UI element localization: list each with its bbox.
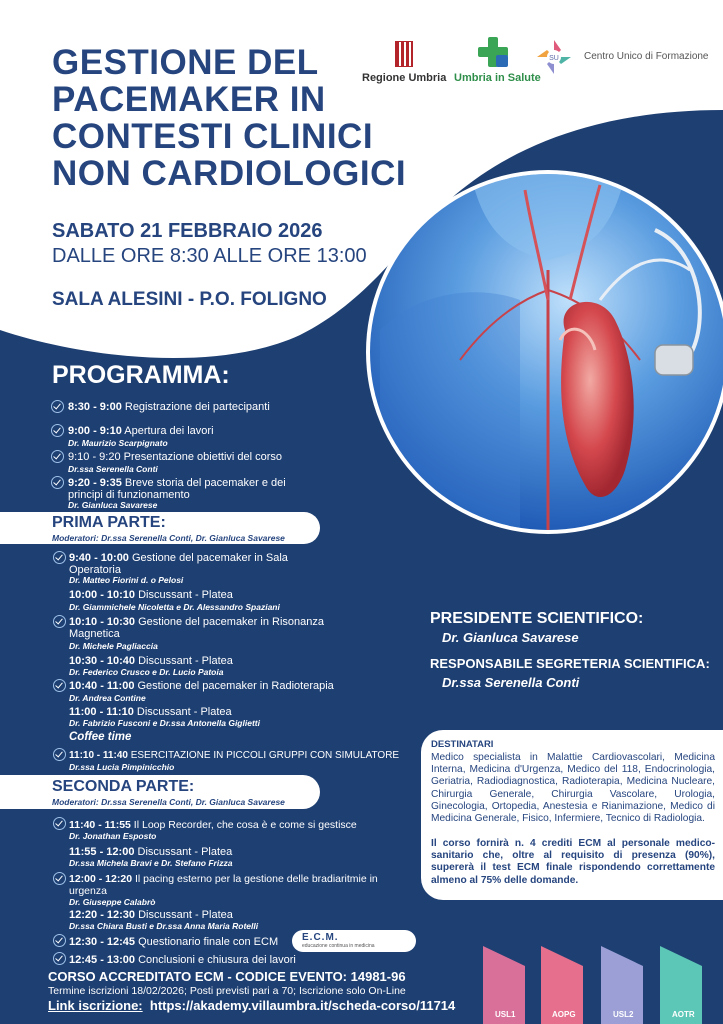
speaker-name: Dr.ssa Chiara Busti e Dr.ssa Anna Maria Rotelli (69, 921, 259, 931)
event-title (52, 44, 432, 192)
title-line-3: CONTESTI CLINICI (52, 117, 374, 156)
sponsor-aotr: AOTR (672, 1010, 695, 1019)
speaker-name: Dr. Federico Crusco e Dr. Lucio Patoia (69, 667, 224, 677)
president-name: Dr. Gianluca Savarese (442, 630, 579, 645)
title-line-1: GESTIONE DEL (52, 43, 319, 82)
speaker-name: Dr. Michele Pagliaccia (69, 641, 158, 651)
program-item: 10:30 - 10:40 Discussant - Platea (69, 655, 233, 667)
umbria-salute-logo-icon (478, 37, 508, 67)
speaker-name: Dr. Fabrizio Fusconi e Dr.ssa Antonella Giglietti (69, 718, 260, 728)
speaker-name: Dr. Gianluca Savarese (68, 500, 158, 510)
program-item: 12:30 - 12:45 Questionario finale con ECM (69, 936, 279, 948)
program-item: 10:00 - 10:10 Discussant - Platea (69, 589, 233, 601)
ecm-badge-title: E.C.M. (302, 932, 339, 943)
program-item: 10:10 - 10:30 Gestione del pacemaker in Risonanza Magnetica (69, 616, 324, 640)
recipients-label: DESTINATARI (431, 739, 494, 750)
sponsor-aopg: AOPG (552, 1010, 576, 1019)
program-item: 11:00 - 11:10 Discussant - Platea (69, 706, 232, 718)
umbria-salute-label: Umbria in Salute (454, 72, 541, 84)
coffee-break: Coffee time (69, 731, 132, 743)
centro-formazione-logo-icon (535, 38, 573, 76)
svg-text:SU: SU (549, 55, 559, 62)
regione-umbria-logo-icon (395, 41, 413, 67)
program-item: 12:45 - 13:00 Conclusioni e chiusura dei lavori (69, 954, 296, 966)
check-icon (53, 615, 66, 628)
speaker-name: Dr. Matteo Fiorini d. o Pelosi (69, 575, 184, 585)
program-item: 9:00 - 9:10 Apertura dei lavori (68, 425, 214, 437)
program-item: 12:20 - 12:30 Discussant - Platea (69, 909, 233, 921)
check-icon (51, 424, 64, 437)
ecm-badge (292, 930, 416, 952)
speaker-name: Dr. Maurizio Scarpignato (68, 438, 168, 448)
speaker-name: Dr.ssa Lucia Pimpinicchio (69, 762, 175, 772)
program-item: 11:40 - 11:55 Il Loop Recorder, che cosa è e come si gestisce (69, 819, 357, 831)
title-line-2: PACEMAKER IN (52, 80, 326, 119)
registration-link[interactable]: https://akademy.villaumbra.it/scheda-corso/11714 (149, 998, 456, 1013)
registration-terms: Termine iscrizioni 18/02/2026; Posti previsti pari a 70; Iscrizione solo On-Line (48, 985, 406, 997)
link-label: Link iscrizione: (48, 998, 143, 1013)
recipients-text: Medico specialista in Malattie Cardiovascolari, Medicina Interna, Medicina d'Urgenza, Medico del 118, Endocrinologia, Geriatria, Radiodiagnostica, Radioterapia, Medicina Nucleare, Chirurgia Generale, Chirurgia Vascolare, Urologia, Ginecologia, Ortopedia, Anestesia e Rianimazione, Medico di Medicina Generale, Fisico, Infermiere, Tecnico di Radiologia. (431, 752, 715, 825)
part2-moderators: Moderatori: Dr.ssa Serenella Conti, Dr. Gianluca Savarese (52, 797, 285, 807)
regione-umbria-label: Regione Umbria (362, 72, 447, 84)
president-label: PRESIDENTE SCIENTIFICO: (430, 610, 644, 627)
centro-formazione-label: Centro Unico di Formazione (584, 51, 709, 62)
speaker-name: Dr. Jonathan Esposto (69, 831, 157, 841)
accreditation-text: CORSO ACCREDITATO ECM - CODICE EVENTO: 14981-96 (48, 969, 406, 984)
check-icon (53, 817, 66, 830)
check-icon (53, 551, 66, 564)
speaker-name: Dr. Giuseppe Calabrò (69, 897, 156, 907)
check-icon (53, 934, 66, 947)
title-line-4: NON CARDIOLOGICI (52, 154, 407, 193)
check-icon (53, 872, 66, 885)
program-item: 9:20 - 9:35 Breve storia del pacemaker e dei principi di funzionamento (68, 477, 286, 501)
event-place: SALA ALESINI - P.O. FOLIGNO (52, 289, 327, 310)
secretary-name: Dr.ssa Serenella Conti (442, 675, 580, 690)
program-item: 8:30 - 9:00 Registrazione dei partecipanti (68, 401, 270, 413)
program-item: 11:55 - 12:00 Discussant - Platea (69, 846, 233, 858)
program-item: 9:40 - 10:00 Gestione del pacemaker in Sala Operatoria (69, 552, 288, 576)
event-time: DALLE ORE 8:30 ALLE ORE 13:00 (52, 245, 367, 267)
speaker-name: Dr.ssa Serenella Conti (68, 464, 158, 474)
check-icon (53, 952, 66, 965)
speaker-name: Dr.ssa Michela Bravi e Dr. Stefano Frizza (69, 858, 233, 868)
program-item: 9:10 - 9:20 Presentazione obiettivi del corso (68, 451, 283, 463)
speaker-name: Dr. Andrea Contine (69, 693, 146, 703)
check-icon (51, 450, 64, 463)
sponsor-usl1: USL1 (495, 1010, 516, 1019)
registration-link-row (48, 998, 455, 1013)
check-icon (51, 476, 64, 489)
check-icon (53, 748, 66, 761)
event-date: SABATO 21 FEBBRAIO 2026 (52, 220, 323, 242)
program-item: 12:00 - 12:20 Il pacing esterno per la gestione delle bradiaritmie in urgenza (69, 873, 378, 897)
secretary-label: RESPONSABILE SEGRETERIA SCIENTIFICA: (430, 656, 710, 671)
program-item: 10:40 - 11:00 Gestione del pacemaker in Radioterapia (69, 680, 334, 692)
sponsor-usl2: USL2 (613, 1010, 634, 1019)
program-title: PROGRAMMA: (52, 361, 230, 389)
program-item: 11:10 - 11:40 ESERCITAZIONE IN PICCOLI GRUPPI CON SIMULATORE (69, 750, 400, 761)
part1-title: PRIMA PARTE: (52, 514, 166, 531)
part2-title: SECONDA PARTE: (52, 778, 195, 795)
check-icon (53, 679, 66, 692)
speaker-name: Dr. Giammichele Nicoletta e Dr. Alessandro Spaziani (69, 602, 280, 612)
ecm-badge-subtitle: educazione continua in medicina (302, 943, 375, 949)
part1-moderators: Moderatori: Dr.ssa Serenella Conti, Dr. Gianluca Savarese (52, 533, 285, 543)
check-icon (51, 400, 64, 413)
credits-text: Il corso fornirà n. 4 crediti ECM al personale medico-sanitario che, oltre al requisito di presenza (90%), supererà il test ECM finale rispondendo correttamente almeno al 75% delle domande. (431, 838, 715, 886)
